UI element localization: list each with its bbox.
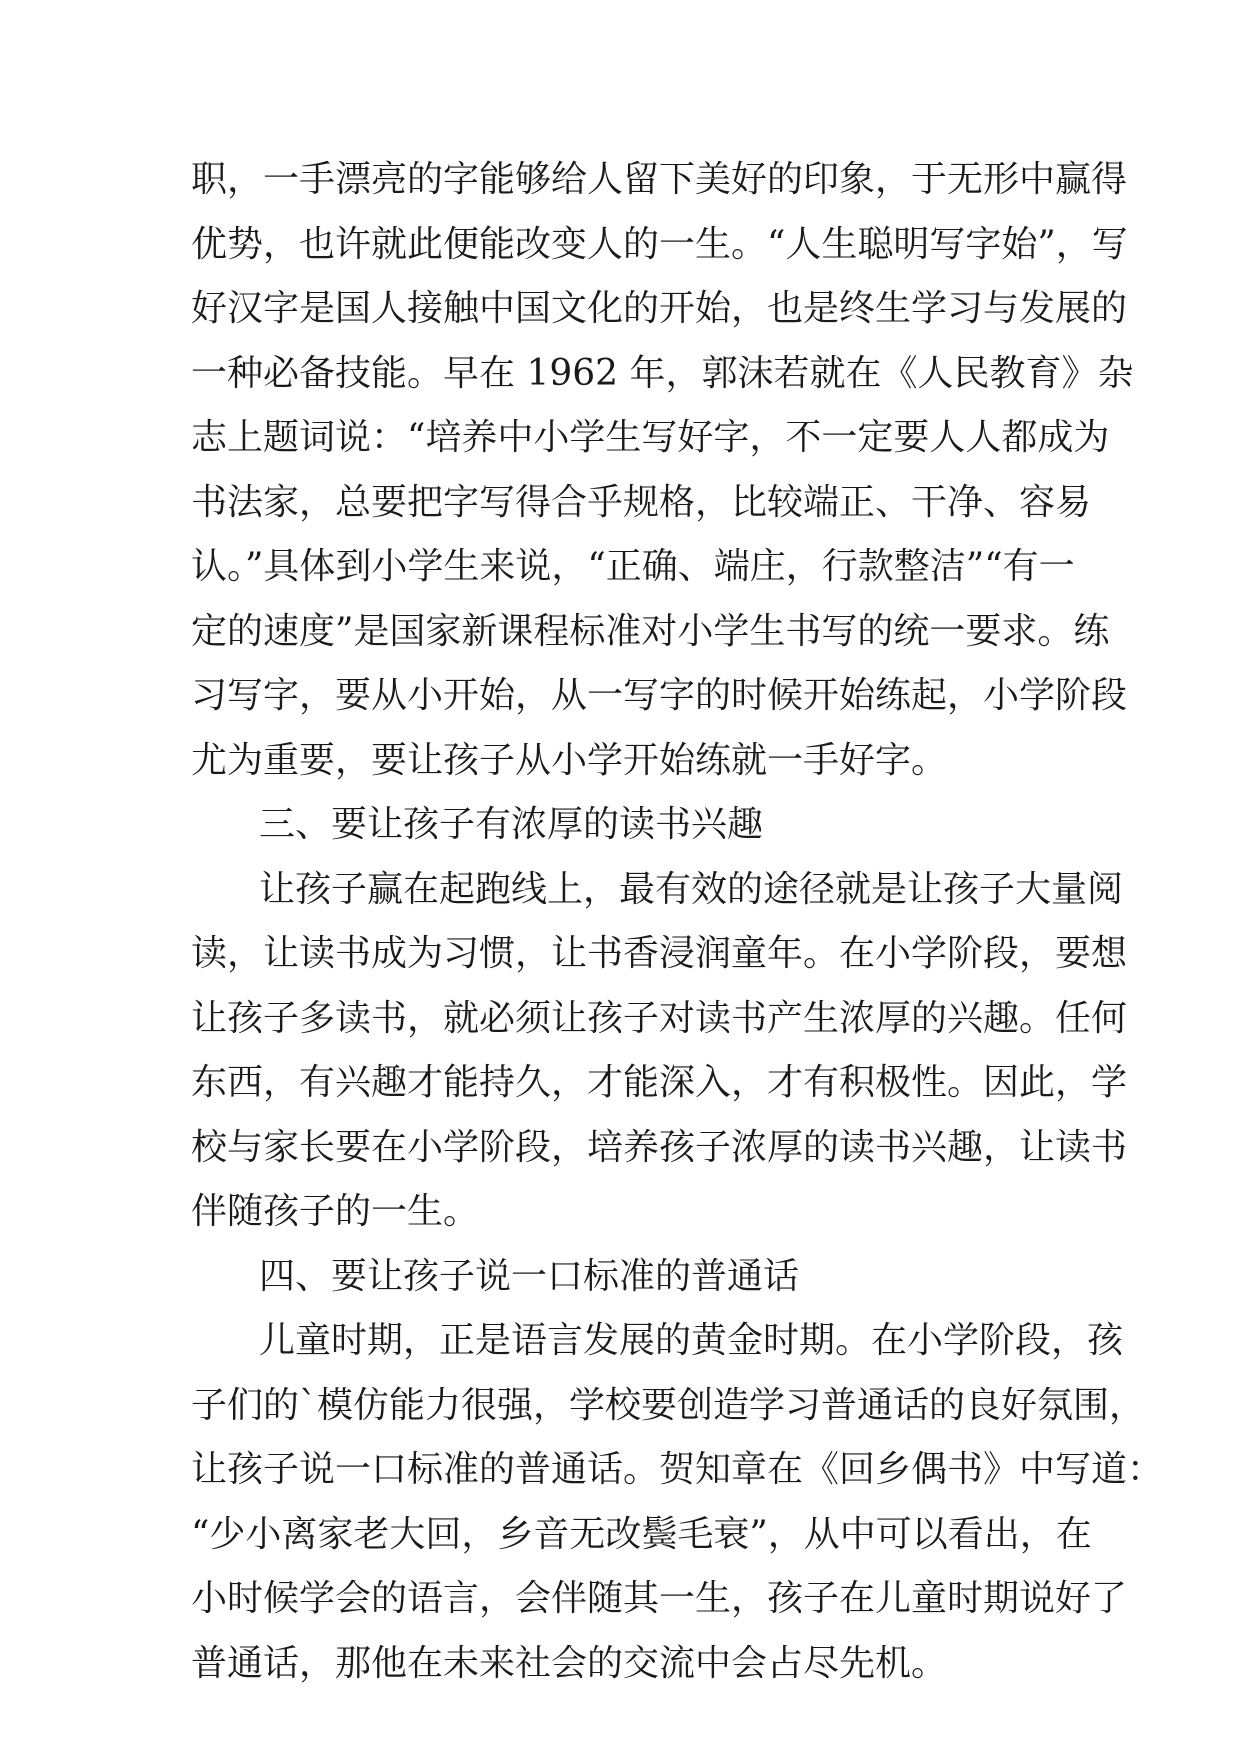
section-heading-reading-interest [191,793,1051,858]
document-body [191,148,1164,1696]
text-line: 尤为重要，要让孩子从小学开始练就一手好字。 [191,739,948,781]
text-line: 儿童时期，正是语言发展的黄金时期。在小学阶段，孩 [259,1320,1124,1361]
text-line: “少小离家老大回，乡音无改鬓毛衰”，从中可以看出，在 [191,1513,1092,1555]
text-line: 让孩子说一口标准的普通话。贺知章在《回乡偶书》中写道： [191,1449,1164,1490]
text-line: 志上题词说：“培养中小学生写好字，不一定要人人都成为 [191,417,1110,458]
section-heading-text: 四、要让孩子说一口标准的普通话 [259,1255,800,1297]
section-heading-text: 三、要让孩子有浓厚的读书兴趣 [259,804,764,845]
text-line: 好汉字是国人接触中国文化的开始，也是终生学习与发展的 [191,288,1128,329]
paragraph-handwriting [191,148,1134,793]
text-line: 定的速度”是国家新课程标准对小学生书写的统一要求。练 [191,610,1110,652]
text-line: 东西，有兴趣才能持久，才能深入，才有积极性。因此，学 [191,1062,1128,1103]
text-line: 优势，也许就此便能改变人的一生。“人生聪明写字始”，写 [191,223,1128,265]
text-line: 一种必备技能。早在 1962 年，郭沫若就在《人民教育》杂 [191,352,1134,394]
text-line: 习写字，要从小开始，从一写字的时候开始练起，小学阶段 [191,675,1128,716]
text-line: 读，让读书成为习惯，让书香浸润童年。在小学阶段，要想 [191,933,1128,974]
text-line: 认。”具体到小学生来说，“正确、端庄，行款整洁”“有一 [191,546,1075,587]
text-line: 伴随孩子的一生。 [191,1191,480,1232]
paragraph-reading [191,858,1128,1245]
text-line: 职，一手漂亮的字能够给人留下美好的印象，于无形中赢得 [191,159,1128,200]
text-line: 书法家，总要把字写得合乎规格，比较端正、干净、容易 [191,481,1092,523]
section-heading-mandarin [191,1245,1051,1310]
text-line: 普通话，那他在未来社会的交流中会占尽先机。 [191,1642,948,1684]
text-line: 让孩子赢在起跑线上，最有效的途径就是让孩子大量阅 [259,868,1124,910]
text-line: 校与家长要在小学阶段，培养孩子浓厚的读书兴趣，让读书 [191,1126,1128,1168]
text-line: 让孩子多读书，就必须让孩子对读书产生浓厚的兴趣。任何 [191,997,1128,1039]
text-line: 子们的`模仿能力很强，学校要创造学习普通话的良好氛围， [191,1384,1146,1426]
text-line: 小时候学会的语言，会伴随其一生，孩子在儿童时期说好了 [191,1578,1128,1619]
paragraph-mandarin [191,1309,1164,1696]
